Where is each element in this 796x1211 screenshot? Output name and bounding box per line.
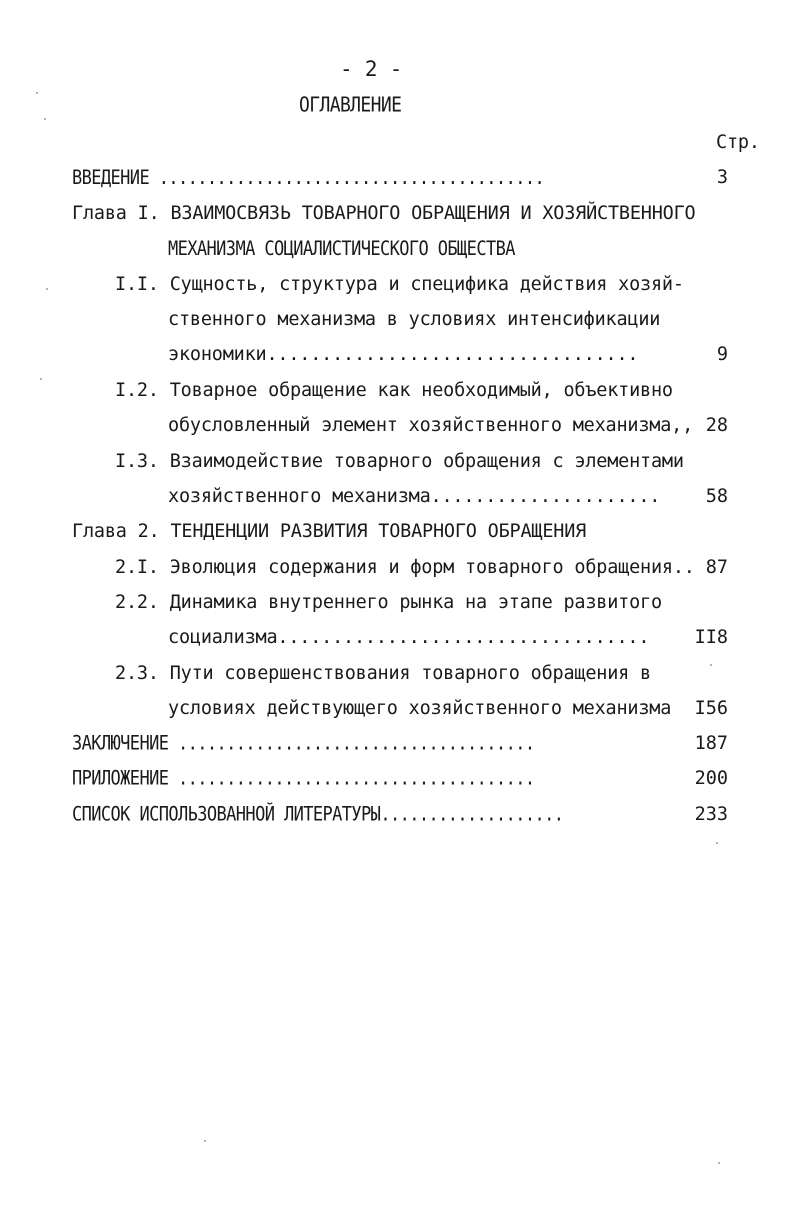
toc-entry-label-cont: социализма.................................. <box>168 627 650 648</box>
toc-entry-label: I.2. Товарное обращение как необходимый, объективно <box>115 380 673 401</box>
page-number: - 2 - <box>340 57 403 81</box>
toc-entry-label: ЗАКЛЮЧЕНИЕ ..................................... <box>72 732 535 756</box>
toc-entry-label: I.3. Взаимодействие товарного обращения с элементами <box>115 451 684 472</box>
toc-entry-page: 187 <box>694 733 728 754</box>
toc-entry-label: Глава I. ВЗАИМОСВЯЗЬ ТОВАРНОГО ОБРАЩЕНИЯ И ХОЗЯЙСТВЕННОГО <box>72 203 696 224</box>
scan-speck <box>204 1140 206 1142</box>
toc-entry-label: ПРИЛОЖЕНИЕ ..................................... <box>72 767 535 791</box>
toc-entry-page: 233 <box>694 804 728 825</box>
toc-entry-page: 3 <box>716 167 728 188</box>
scan-speck <box>710 664 712 666</box>
toc-entry-label: I.I. Сущность, структура и специфика действия хозяй- <box>115 274 684 295</box>
toc-entry-page: 9 <box>716 344 728 365</box>
toc-entry-page: I56 <box>694 698 728 719</box>
column-header-page: Стр. <box>716 132 760 153</box>
toc-entry-label-cont: хозяйственного механизма..................... <box>168 486 661 507</box>
scan-speck <box>40 378 42 380</box>
scan-speck <box>36 92 38 94</box>
toc-entry-label: 2.2. Динамика внутреннего рынка на этапе развитого <box>115 592 662 613</box>
scan-speck <box>44 118 46 120</box>
scan-speck <box>718 1162 720 1164</box>
toc-entry-label-cont: экономики.................................. <box>168 344 639 365</box>
toc-entry-label-cont: условиях действующего хозяйственного механизма <box>168 698 672 719</box>
toc-entry-page: 28 <box>705 415 728 436</box>
toc-entry-label: СПИСОК ИСПОЛЬЗОВАННОЙ ЛИТЕРАТУРЫ................... <box>72 803 564 827</box>
toc-entry-page: II8 <box>694 627 728 648</box>
scan-speck <box>46 288 48 290</box>
toc-entry-label: 2.I. Эволюция содержания и форм товарного обращения.. <box>115 557 695 578</box>
toc-entry-label: ВВЕДЕНИЕ ........................................ <box>72 166 545 190</box>
scan-speck <box>716 842 718 844</box>
toc-entry-label-cont: ственного механизма в условиях интенсификации <box>168 309 661 330</box>
toc-entry-label-cont: обусловленный элемент хозяйственного механизма,, <box>168 415 694 436</box>
toc-entry-page: 58 <box>705 486 728 507</box>
toc-entry-label-cont: МЕХАНИЗМА СОЦИАЛИСТИЧЕСКОГО ОБЩЕСТВА <box>168 237 515 261</box>
toc-entry-label: 2.3. Пути совершенствования товарного обращения в <box>115 663 651 684</box>
toc-entry-page: 87 <box>705 557 728 578</box>
page-title: ОГЛАВЛЕНИЕ <box>299 93 402 118</box>
toc-entry-page: 200 <box>694 768 728 789</box>
toc-entry-label: Глава 2. ТЕНДЕНЦИИ РАЗВИТИЯ ТОВАРНОГО ОБРАЩЕНИЯ <box>72 521 587 542</box>
